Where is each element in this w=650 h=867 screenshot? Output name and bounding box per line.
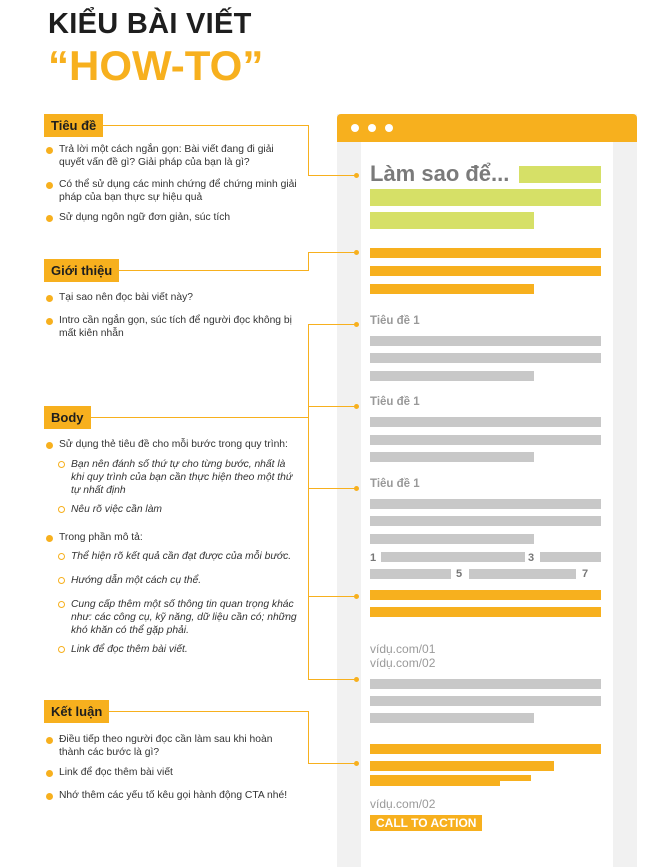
connector-line: [308, 679, 357, 680]
connector-line: [308, 406, 357, 407]
list-item: Trong phần mô tả:: [59, 532, 143, 543]
bullet-icon: [46, 737, 53, 744]
sub-bullet-icon: [58, 553, 65, 560]
sub-list-item: Link để đọc thêm bài viết.: [71, 644, 188, 655]
sub-bullet-icon: [58, 601, 65, 608]
text-bar: [370, 569, 451, 579]
connector-dot-icon: [354, 594, 359, 599]
list-item: Trả lời một cách ngắn gọn: Bài viết đang đi giải quyết vấn đề gì? Giải pháp của bạn là gì?: [59, 144, 274, 168]
sub-bullet-icon: [58, 577, 65, 584]
sub-list-item: Thể hiện rõ kết quả cần đạt được của mỗi bước.: [71, 551, 292, 562]
bullet-icon: [46, 215, 53, 222]
mock-link: vídụ.com/02: [370, 797, 436, 811]
window-dot-icon: [351, 124, 359, 132]
text-bar: [370, 534, 534, 544]
highlight-bar: [370, 189, 601, 206]
connector-line: [88, 417, 308, 418]
connector-dot-icon: [354, 173, 359, 178]
text-bar: [370, 353, 601, 363]
text-bar: [370, 336, 601, 346]
list-item: Tại sao nên đọc bài viết này?: [59, 292, 193, 303]
list-item: Nhớ thêm các yếu tố kêu gọi hành động CTA nhé!: [59, 790, 288, 801]
section-label-ket-luan: Kết luận: [44, 700, 109, 723]
conclusion-bar: [370, 781, 500, 786]
connector-line: [308, 763, 357, 764]
connector-dot-icon: [354, 322, 359, 327]
mock-headline: Làm sao để...: [370, 161, 510, 186]
sub-list-item: Bạn nên đánh số thứ tự cho từng bước, nhất là khi quy trình của bạn cần thực hiện theo một thứ tự nhất định: [71, 459, 293, 496]
text-bar: [370, 679, 601, 689]
conclusion-bar: [370, 761, 554, 771]
text-bar: [370, 371, 534, 381]
connector-dot-icon: [354, 250, 359, 255]
sub-list-item: Cung cấp thêm một số thông tin quan trọng khác như: các công cụ, kỹ năng, dữ liệu cần có; những khó khăn có thể gặp phải.: [71, 599, 297, 636]
connector-line: [308, 488, 357, 489]
page-title: KIỂU BÀI VIẾT: [48, 8, 252, 40]
bullet-icon: [46, 147, 53, 154]
mock-link: vídụ.com/02: [370, 656, 436, 670]
text-bar: [370, 452, 534, 462]
step-number: 1: [370, 552, 377, 564]
connector-line: [108, 711, 308, 712]
list-item: Link để đọc thêm bài viết: [59, 767, 173, 778]
step-number: 7: [582, 568, 589, 580]
bullet-icon: [46, 793, 53, 800]
bullet-icon: [46, 295, 53, 302]
text-bar: [540, 552, 601, 562]
intro-bar: [370, 248, 601, 258]
connector-line: [308, 175, 357, 176]
bullet-icon: [46, 442, 53, 449]
connector-line: [308, 125, 309, 176]
text-bar: [469, 569, 576, 579]
text-bar: [381, 552, 525, 562]
mock-link: vídụ.com/01: [370, 642, 436, 656]
section-label-tieu-de: Tiêu đề: [44, 114, 103, 137]
text-bar: [370, 435, 601, 445]
connector-line: [98, 125, 308, 126]
intro-bar: [370, 266, 601, 276]
connector-dot-icon: [354, 761, 359, 766]
connector-line: [308, 252, 309, 271]
window-dot-icon: [368, 124, 376, 132]
list-item: Sử dụng thẻ tiêu đề cho mỗi bước trong quy trình:: [59, 439, 288, 450]
section-label-gioi-thieu: Giới thiệu: [44, 259, 119, 282]
bullet-icon: [46, 318, 53, 325]
bullet-icon: [46, 770, 53, 777]
intro-bar: [370, 284, 534, 294]
page-subtitle: “HOW-TO”: [48, 42, 264, 89]
sub-bullet-icon: [58, 646, 65, 653]
text-bar: [370, 696, 601, 706]
connector-dot-icon: [354, 404, 359, 409]
connector-line: [308, 252, 357, 253]
step-number: 5: [456, 568, 463, 580]
sub-list-item: Nêu rõ việc cần làm: [71, 504, 162, 515]
mock-subheading: Tiêu đề 1: [370, 315, 420, 327]
sub-list-item: Hướng dẫn một cách cụ thể.: [71, 575, 202, 586]
call-to-action-button: CALL TO ACTION: [370, 815, 482, 831]
highlight-bar: [370, 590, 601, 600]
highlight-bar: [519, 166, 601, 183]
text-bar: [370, 417, 601, 427]
connector-line: [308, 596, 357, 597]
connector-dot-icon: [354, 677, 359, 682]
highlight-bar: [370, 212, 534, 229]
list-item: Intro cần ngắn gọn, súc tích để người đọc không bị mất kiên nhẫn: [59, 315, 292, 339]
sub-bullet-icon: [58, 461, 65, 468]
highlight-bar: [370, 607, 601, 617]
step-number: 3: [528, 552, 535, 564]
sub-bullet-icon: [58, 506, 65, 513]
conclusion-bar: [370, 744, 601, 754]
list-item: Có thể sử dụng các minh chứng để chứng minh giải pháp của bạn thực sự hiệu quả: [59, 179, 297, 203]
mock-subheading: Tiêu đề 1: [370, 396, 420, 408]
bullet-icon: [46, 182, 53, 189]
list-item: Điều tiếp theo người đọc cần làm sau khi hoàn thành các bước là gì?: [59, 734, 273, 758]
text-bar: [370, 516, 601, 526]
connector-line: [118, 270, 308, 271]
window-dot-icon: [385, 124, 393, 132]
list-item: Sử dụng ngôn ngữ đơn giản, súc tích: [59, 212, 231, 223]
connector-line: [308, 711, 309, 764]
browser-titlebar: [337, 114, 637, 142]
connector-dot-icon: [354, 486, 359, 491]
connector-line: [308, 324, 357, 325]
text-bar: [370, 499, 601, 509]
mock-subheading: Tiêu đề 1: [370, 478, 420, 490]
section-label-body: Body: [44, 406, 91, 429]
bullet-icon: [46, 535, 53, 542]
connector-line: [308, 324, 309, 680]
text-bar: [370, 713, 534, 723]
